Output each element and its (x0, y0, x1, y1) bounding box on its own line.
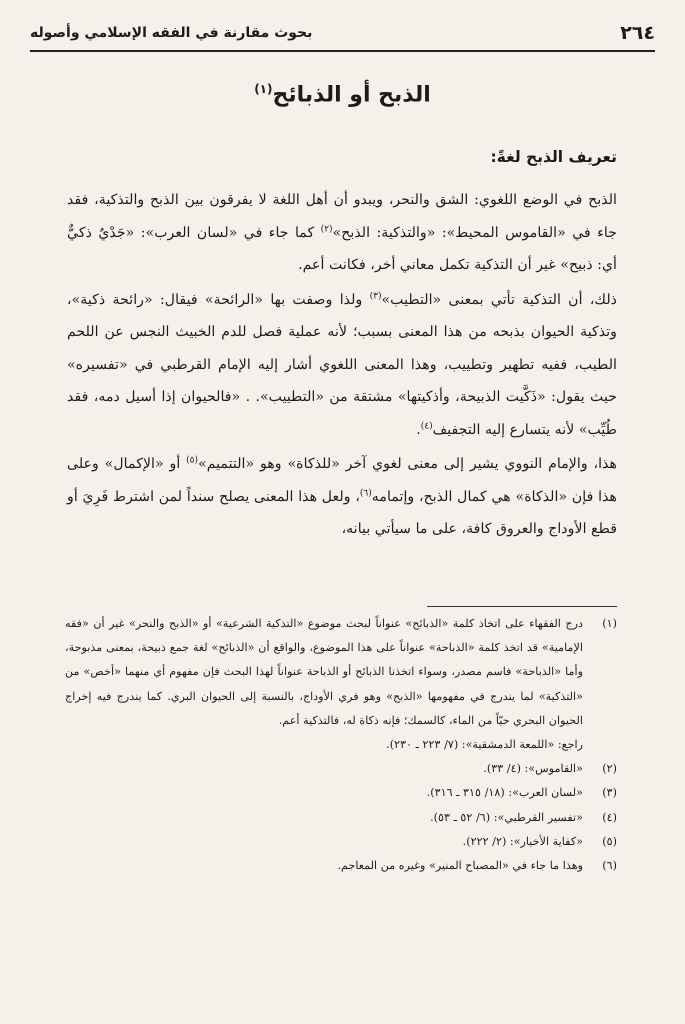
running-title: بحوث مقارنة في الفقه الإسلامي وأصوله (30, 25, 313, 41)
footnote-text: وهذا ما جاء في «المصباح المنير» وغيره من المعاجم. (337, 859, 583, 873)
paragraph-text: أو «الإكمال» وعلى هذا فإن «الذكاة» هي كمال الذبح، وإتمامه (67, 456, 617, 505)
footnote-text: «لسان العرب»: (١٨/ ٣١٥ ـ ٣١٦). (426, 786, 583, 800)
footnote-ref: (٢) (320, 223, 333, 234)
page-number: ٢٦٤ (620, 22, 655, 44)
chapter-footnote-ref: (١) (254, 82, 273, 96)
footnote (65, 612, 617, 733)
paragraph-text: كما جاء في «لسان العرب»: «جَدْيٌ ذكيٌّ أي: ذبيح» غير أن التذكية تكمل معاني أخر، فكانت أعم. (67, 224, 617, 273)
footnote (65, 854, 617, 878)
paragraph (67, 184, 617, 282)
body-text (67, 184, 617, 546)
chapter-title-text: الذبح أو الذبائح (272, 82, 431, 108)
header-rule (30, 50, 655, 52)
paragraph-text: ولذا وصفت بها «الرائحة» فيقال: «رائحة ذكية»، وتذكية الحيوان بذبحه من هذا المعنى بسبب؛ لأنه عملية فصل للدم الخبيث النجس عن اللحم الطيب، ففيه تطهير وتطييب، وهذا المعنى اللغوي أشار إليه الإمام القرطبي في «تفسيره» حيث يقول: «ذَكَّيت الذبيحة، وأذكيتها» مشتقة من «التطييب». . «فالحيوان إذا أسيل دمه، فقد طُيِّب» لأنه يتسارع إليه التجفيف (67, 291, 617, 438)
footnote-text: «تفسير القرطبي»: (٦/ ٥٢ ـ ٥٣). (430, 810, 583, 824)
footnote-number: (٦) (602, 859, 617, 873)
chapter-title (0, 82, 685, 107)
footnote-separator (427, 606, 617, 607)
footnote-continuation: راجع: «اللمعة الدمشقية»: (٧/ ٢٢٣ ـ ٢٣٠). (386, 738, 583, 752)
footnote-number: (٢) (602, 762, 617, 776)
footnote (65, 757, 617, 781)
footnote (65, 806, 617, 830)
footnote-ref: (٦) (359, 487, 372, 498)
footnote-text: «كفاية الأخيار»: (٢/ ٢٢٢). (462, 834, 583, 848)
footnote-number: (٤) (602, 810, 617, 824)
paragraph-text: ذلك، أن التذكية تأتي بمعنى «التطيب» (381, 291, 617, 308)
paragraph (67, 284, 617, 447)
footnote-ref: (٥) (186, 455, 199, 466)
running-header (30, 18, 655, 48)
footnotes (65, 612, 617, 878)
footnote-number: (٣) (602, 786, 617, 800)
footnote (65, 781, 617, 805)
footnote-text: «القاموس»: (٤/ ٣٣). (483, 762, 583, 776)
paragraph-text: هذا، والإمام النووي يشير إلى معنى لغوي آخر «للذكاة» وهو «التتميم» (198, 456, 617, 472)
footnote-ref: (٤) (420, 420, 433, 431)
footnote-ref: (٣) (369, 290, 382, 301)
footnote-number: (٥) (602, 834, 617, 848)
footnote (65, 830, 617, 854)
section-heading: تعريف الذبح لغةً: (490, 148, 617, 166)
footnote-text: درج الفقهاء على اتخاذ كلمة «الذبائح» عنواناً لبحث موضوع «التذكية الشرعية» أو «الذبح والنحر» غير أن «فقه الإمامية» قد اتخذ كلمة «الذباحة» عنواناً على هذا الموضوع، والواقع أن «الذبائح» لغة جمع ذبيحة، بمعنى مذبوحة، وأما «الذباحة» فاسم مصدر، وسواء اتخذنا الذبائح أو الذباحة عنواناً لهذا البحث فإن مفهوم أي منهما «أخص» من «التذكية» لما يندرج في مفهومها «الذبح» وهو فري الأوداج، بالنسبة إلى الحيوان البري. كما يندرج فيه إخراج الحيوان البحري حيّاً من الماء، كالسمك؛ فإنه ذكاة له، فالتذكية أعم. (65, 617, 583, 727)
paragraph-text: ، ولعل هذا المعنى يصلح سنداً لمن اشترط فَرِيَ أو قطع الأوداج والعروق كافة، على ما سيأتي بيانه، (67, 488, 617, 537)
paragraph (67, 448, 617, 546)
paragraph-text: . (416, 421, 421, 438)
paragraph-text: الذبح في الوضع اللغوي: الشق والنحر، ويبدو أن أهل اللغة لا يفرقون بين الذبح والتذكية، فقد جاء في «القاموس المحيط»: «والتذكية: الذبح» (67, 192, 618, 241)
footnote-number: (١) (602, 617, 617, 630)
